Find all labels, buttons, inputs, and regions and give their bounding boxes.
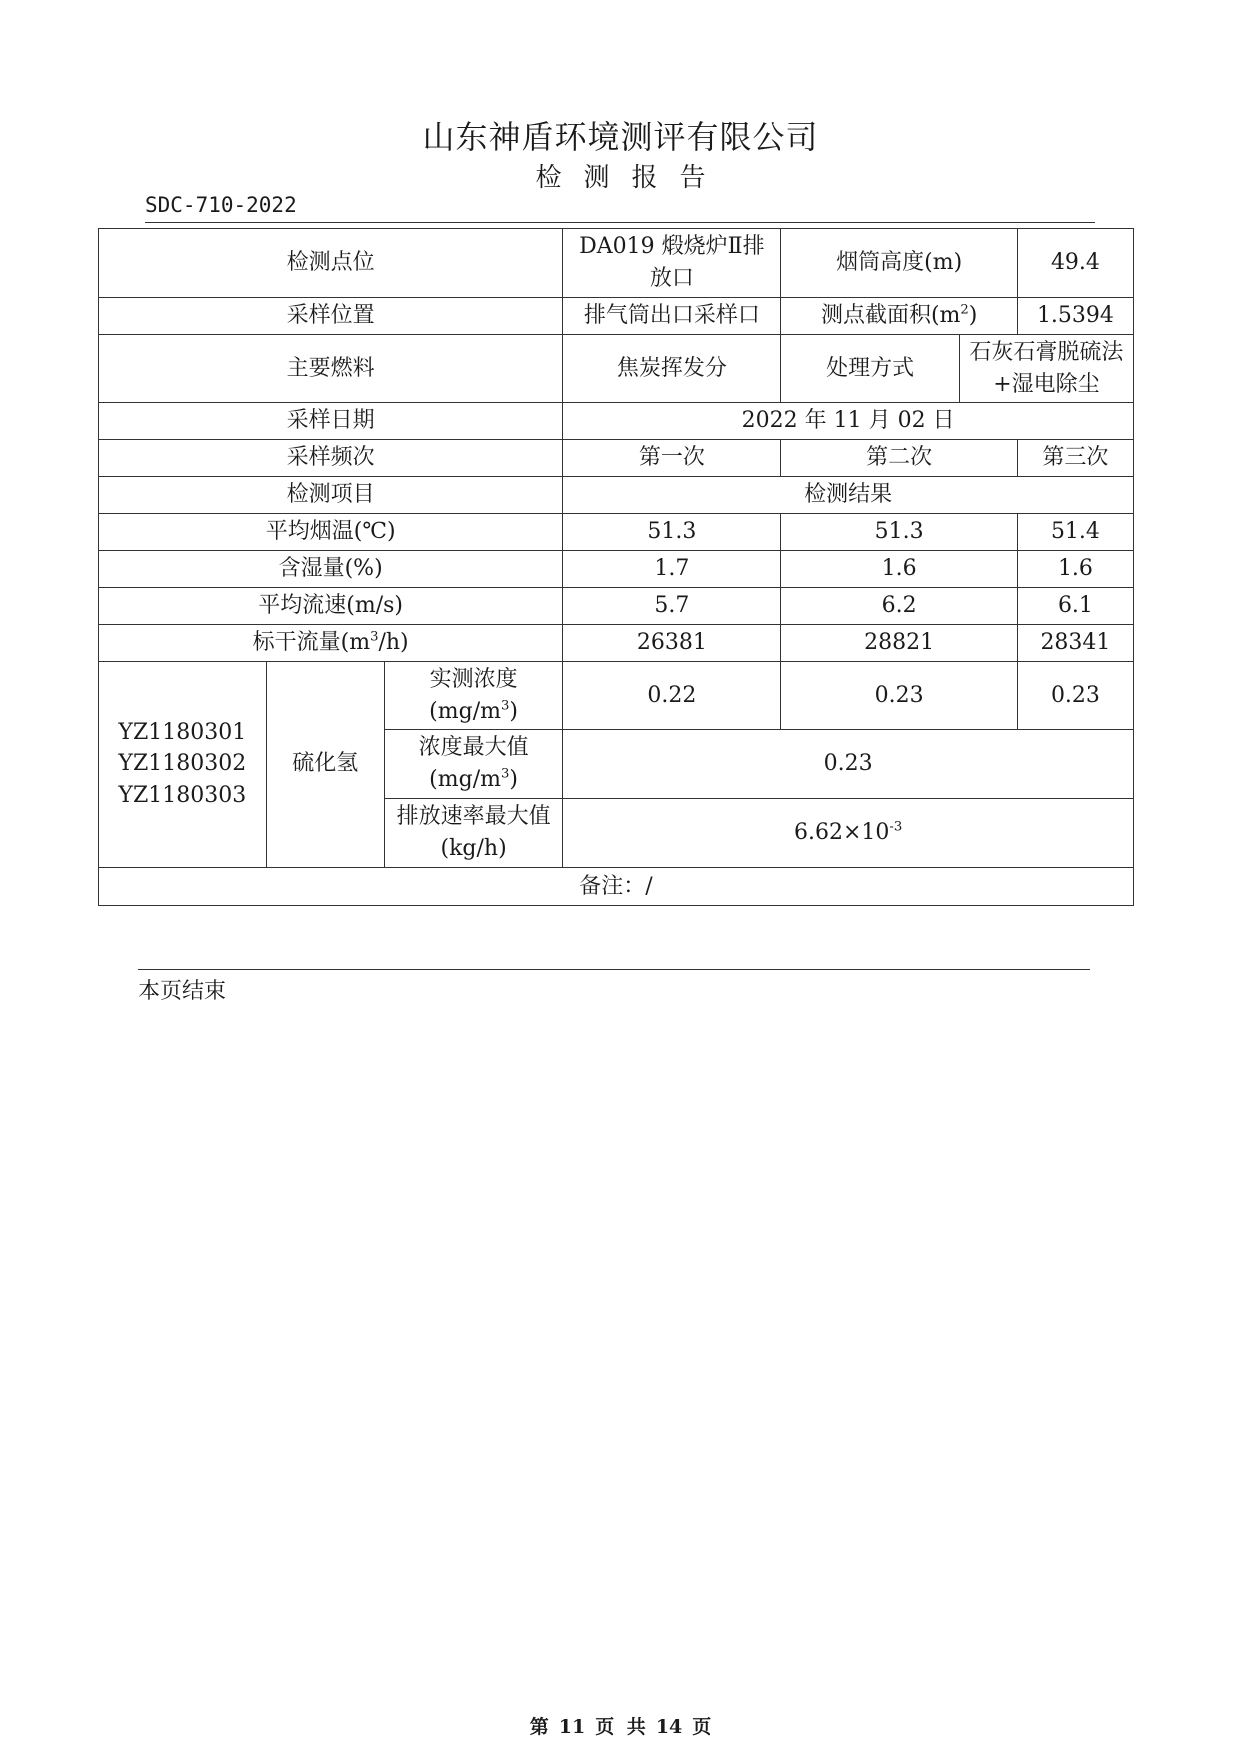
fuel-value: 焦炭挥发分: [563, 334, 781, 403]
remarks: 备注：/: [99, 868, 1134, 906]
cell-value: 51.4: [1017, 514, 1133, 551]
page-number: 第 11 页 共 14 页: [529, 1716, 712, 1738]
date-value: 2022 年 11 月 02 日: [563, 403, 1134, 440]
fuel-label: 主要燃料: [99, 334, 563, 403]
table-row: [99, 624, 1134, 661]
cell-value: 6.2: [781, 587, 1017, 624]
flow-value: 28821: [781, 624, 1017, 661]
point-value: DA019 煅烧炉Ⅱ排放口: [563, 229, 781, 298]
flow-value: 28341: [1017, 624, 1133, 661]
cell-value: 1.6: [781, 551, 1017, 588]
result-label: 检测结果: [563, 477, 1134, 514]
footer-rule: [138, 969, 1090, 970]
treatment-label: 处理方式: [781, 334, 959, 403]
table-row: [99, 587, 1134, 624]
pollutant-name: 硫化氢: [266, 661, 384, 867]
stack-height-label: 烟筒高度(m): [781, 229, 1017, 298]
report-number: SDC-710-2022: [145, 193, 297, 217]
max-rate-value: $6.62\times 10^{-3}$: [563, 799, 1134, 868]
point-label: 检测点位: [99, 229, 563, 298]
company-name: 山东神盾环境测评有限公司: [422, 118, 819, 156]
max-conc-label: 浓度最大值 $(mg/m^3)$: [384, 730, 562, 799]
date-label: 采样日期: [99, 403, 563, 440]
sample-ids: [99, 661, 267, 867]
sample-id: YZ1180302: [118, 751, 247, 777]
measured-value: 0.23: [1017, 661, 1133, 730]
freq-1: 第一次: [563, 440, 781, 477]
flow-value: 26381: [563, 624, 781, 661]
cell-value: 6.1: [1017, 587, 1133, 624]
header-rule: [145, 222, 1095, 223]
cell-value: 1.7: [563, 551, 781, 588]
measured-value: 0.22: [563, 661, 781, 730]
position-label: 采样位置: [99, 297, 563, 334]
report-subtitle: 检测报告: [535, 163, 728, 193]
area-label: 测点截面积$(m^2)$: [781, 297, 1017, 334]
sample-id: YZ1180303: [118, 783, 247, 809]
item-label: 检测项目: [99, 477, 563, 514]
freq-label: 采样频次: [99, 440, 563, 477]
area-value: 1.5394: [1017, 297, 1133, 334]
cell-value: 51.3: [781, 514, 1017, 551]
max-conc-value: 0.23: [563, 730, 1134, 799]
table-row: [99, 551, 1134, 588]
freq-2: 第二次: [781, 440, 1017, 477]
flow-label: 标干流量$(m^3/h)$: [99, 624, 563, 661]
max-rate-label: 排放速率最大值(kg/h): [384, 799, 562, 868]
table-row: [99, 514, 1134, 551]
position-value: 排气筒出口采样口: [563, 297, 781, 334]
row-label: 平均烟温(℃): [99, 514, 563, 551]
row-label: 含湿量(%): [99, 551, 563, 588]
stack-height-value: 49.4: [1017, 229, 1133, 298]
page-end-text: 本页结束: [138, 979, 227, 1004]
row-label: 平均流速(m/s): [99, 587, 563, 624]
measured-label: 实测浓度 $(mg/m^3)$: [384, 661, 562, 730]
cell-value: 51.3: [563, 514, 781, 551]
cell-value: 5.7: [563, 587, 781, 624]
test-results-table: [98, 228, 1134, 906]
sample-id: YZ1180301: [118, 719, 247, 745]
cell-value: 1.6: [1017, 551, 1133, 588]
treatment-value: 石灰石膏脱硫法+湿电除尘: [959, 334, 1133, 403]
freq-3: 第三次: [1017, 440, 1133, 477]
measured-value: 0.23: [781, 661, 1017, 730]
